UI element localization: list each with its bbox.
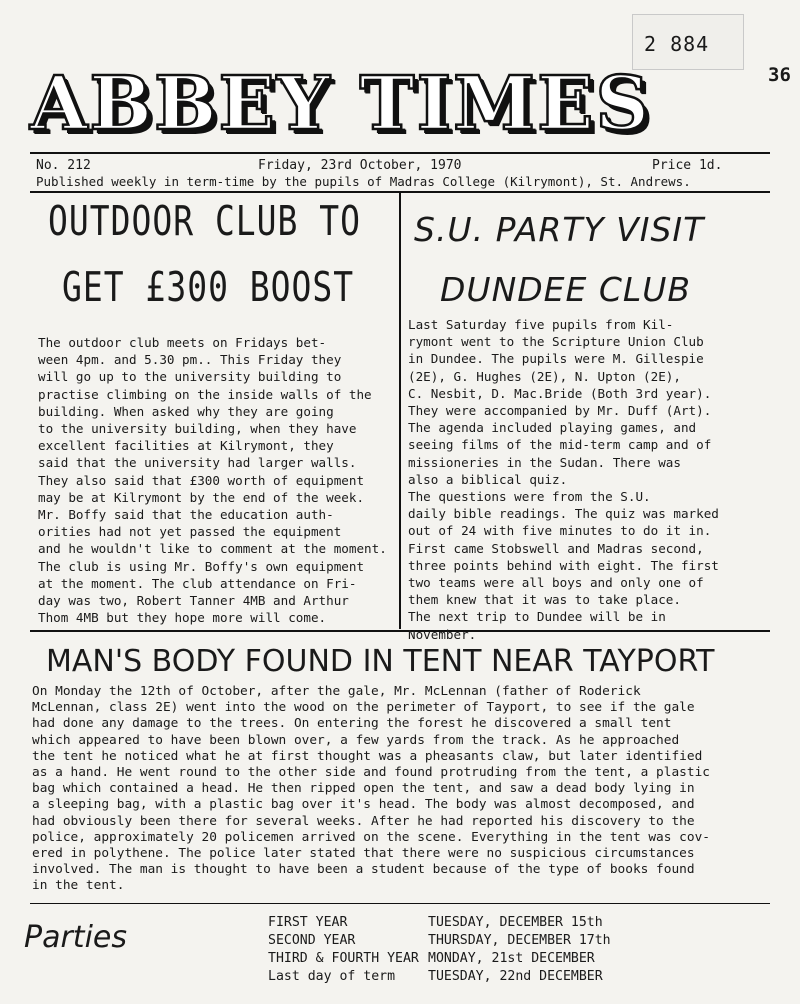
article-line: to the university building, when they have <box>38 421 357 437</box>
issue-price: Price 1d. <box>652 158 723 173</box>
su-headline-line-1: S.U. PARTY VISIT <box>414 210 705 249</box>
tayport-article-body <box>32 684 777 895</box>
article-line: C. Nesbit, D. Mac.Bride (Both 3rd year). <box>408 385 712 401</box>
party-date: THURSDAY, DECEMBER 17th <box>428 933 611 948</box>
article-line: as a hand. He went round to the other side and found protruding from the tent, a plastic <box>32 765 710 781</box>
article-line: out of 24 with five minutes to do it in. <box>408 523 712 539</box>
article-line: orities had not yet passed the equipment <box>38 524 342 540</box>
article-line: They were accompanied by Mr. Duff (Art). <box>408 403 712 419</box>
article-line: day was two, Robert Tanner 4MB and Arthur <box>38 593 349 609</box>
article-line: Mr. Boffy said that the education auth- <box>38 507 334 523</box>
article-line: will go up to the university building to <box>38 369 342 385</box>
article-line: bag which contained a head. He then ripped open the tent, and saw a dead body lying in <box>32 781 695 797</box>
article-line: practise climbing on the inside walls of the <box>38 386 372 402</box>
article-line: First came Stobswell and Madras second, <box>408 540 704 556</box>
article-line: and he wouldn't like to comment at the moment. <box>38 541 387 557</box>
su-headline-line-2: DUNDEE CLUB <box>440 270 692 309</box>
article-line: in the tent. <box>32 878 125 894</box>
article-line: also a biblical quiz. <box>408 471 568 487</box>
article-line: the tent he noticed what he at first thought was a pheasants claw, but later identified <box>32 748 703 764</box>
article-line: building. When asked why they are going <box>38 403 334 419</box>
article-line: them knew that it was to take place. <box>408 592 681 608</box>
party-year: Last day of term <box>268 969 396 984</box>
issue-number: No. 212 <box>36 158 91 173</box>
article-line: ween 4pm. and 5.30 pm.. This Friday they <box>38 352 342 368</box>
article-line: The agenda included playing games, and <box>408 420 697 436</box>
masthead-title: ABBEY TIMES <box>30 61 651 147</box>
column-divider <box>399 193 401 629</box>
outdoor-headline-line-1: OUTDOOR CLUB TO <box>48 196 362 245</box>
article-line: (2E), G. Hughes (2E), N. Upton (2E), <box>408 368 681 384</box>
su-article-body <box>408 316 788 643</box>
party-year: THIRD & FOURTH YEAR <box>268 951 419 966</box>
issue-date: Friday, 23rd October, 1970 <box>258 158 462 173</box>
outdoor-headline-line-2: GET £300 BOOST <box>62 262 355 311</box>
article-line: in Dundee. The pupils were M. Gillespie <box>408 351 704 367</box>
article-line: McLennan, class 2E) went into the wood on the perimeter of Tayport, to see if the gale <box>32 700 695 716</box>
article-line: Thom 4MB but they hope more will come. <box>38 610 327 626</box>
article-line: November. <box>408 626 477 642</box>
article-line: police, approximately 20 policemen arrived on the scene. Everything in the tent was cov- <box>32 829 710 845</box>
article-line: at the moment. The club attendance on Fri- <box>38 575 357 591</box>
article-line: seeing films of the mid-term camp and of <box>408 437 712 453</box>
page-mark: 36 <box>768 64 791 86</box>
article-line: On Monday the 12th of October, after the gale, Mr. McLennan (father of Roderick <box>32 684 641 699</box>
article-line: a sleeping bag, with a plastic bag over it's head. The body was almost decomposed, and <box>32 797 695 813</box>
outdoor-article-body <box>38 334 393 626</box>
article-line: They also said that £300 worth of equipment <box>38 472 365 488</box>
archive-stamp-number: 2 884 <box>644 32 710 56</box>
party-date: MONDAY, 21st DECEMBER <box>428 951 595 966</box>
header-rule <box>30 152 770 154</box>
article-line: The questions were from the S.U. <box>408 489 651 505</box>
list-item <box>268 968 788 986</box>
list-item <box>268 950 788 968</box>
article-line: The club is using Mr. Boffy's own equipment <box>38 558 365 574</box>
parties-list <box>268 914 788 986</box>
article-line: The next trip to Dundee will be in <box>408 609 666 625</box>
article-line: which appeared to have been blown over, a few yards from the track. As he approached <box>32 732 680 748</box>
article-line: ered in polythene. The police later stated that there were no suspicious circumstances <box>32 846 695 862</box>
list-item <box>268 932 788 950</box>
article-line: missioneries in the Sudan. There was <box>408 454 681 470</box>
article-line: involved. The man is thought to have been a student because of the type of books found <box>32 862 695 878</box>
party-date: TUESDAY, 22nd DECEMBER <box>428 969 603 984</box>
article-line: may be at Kilrymont by the end of the week. <box>38 489 365 505</box>
article-line: said that the university had larger walls. <box>38 455 357 471</box>
publisher-line: Published weekly in term-time by the pupils of Madras College (Kilrymont), St. Andrews. <box>36 174 691 189</box>
article-line: excellent facilities at Kilrymont, they <box>38 438 334 454</box>
article-line: The outdoor club meets on Fridays bet- <box>38 335 327 350</box>
list-item <box>268 914 788 932</box>
article-line: had done any damage to the trees. On entering the forest he discovered a small tent <box>32 716 672 732</box>
article-line: Last Saturday five pupils from Kil- <box>408 317 674 332</box>
article-line: two teams were all boys and only one of <box>408 575 704 591</box>
party-year: FIRST YEAR <box>268 915 348 930</box>
tayport-headline: MAN'S BODY FOUND IN TENT NEAR TAYPORT <box>46 644 715 679</box>
party-date: TUESDAY, DECEMBER 15th <box>428 915 603 930</box>
article-line: daily bible readings. The quiz was marked <box>408 506 719 522</box>
parties-heading: Parties <box>24 920 127 955</box>
parties-rule <box>30 903 770 904</box>
party-year: SECOND YEAR <box>268 933 356 948</box>
article-line: rymont went to the Scripture Union Club <box>408 334 704 350</box>
article-line: three points behind with eight. The first <box>408 557 719 573</box>
article-line: had obviously been there for several weeks. After he had reported his discovery to the <box>32 813 695 829</box>
